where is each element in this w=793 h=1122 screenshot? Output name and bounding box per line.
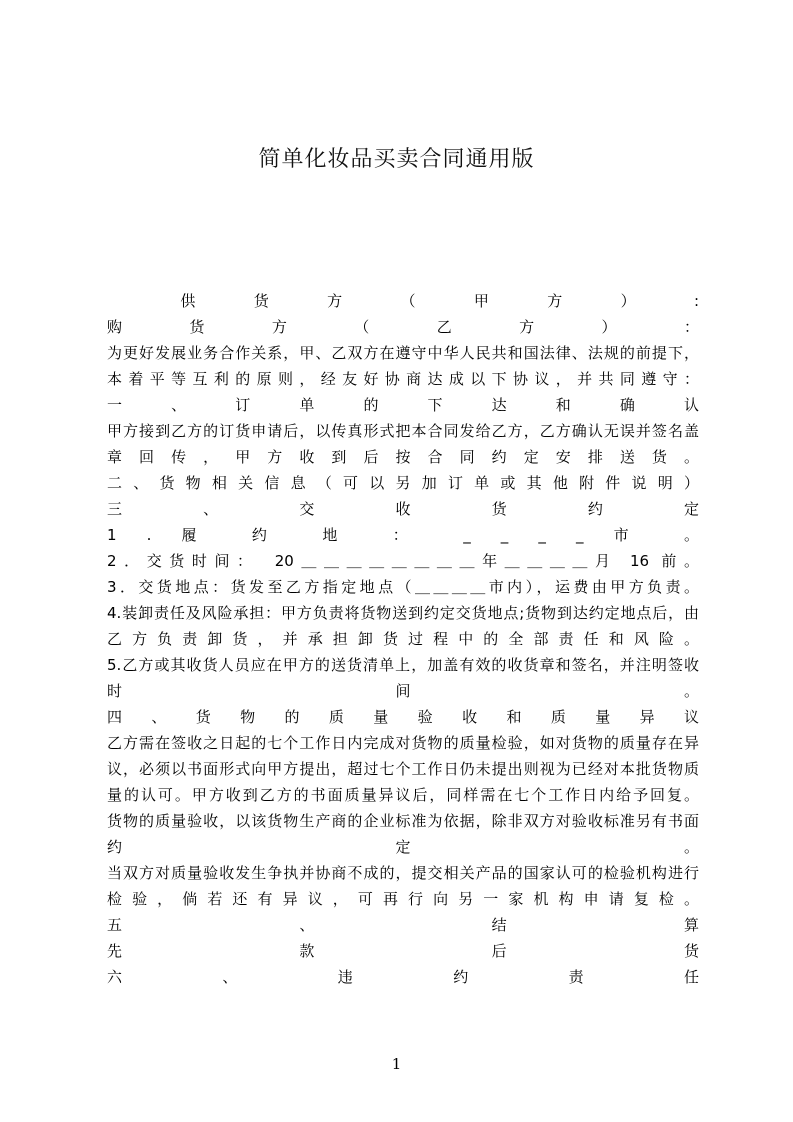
text-line: 约 定 。	[107, 838, 699, 856]
text-line: 乙方需在签收之日起的七个工作日内完成对货物的质量检验，如对货物的质量存在异	[107, 734, 699, 752]
text-line: 当双方对质量验收发生争执并协商不成的，提交相关产品的国家认可的检验机构进行	[107, 864, 699, 882]
page-number: 1	[391, 1055, 402, 1073]
text-line: 5.乙方或其收货人员应在甲方的送货清单上，加盖有效的收货章和签名，并注明签收	[107, 656, 699, 674]
text-line: 量的认可。甲方收到乙方的书面质量异议后，同样需在七个工作日内给予回复。	[107, 786, 699, 804]
section-heading: 四 、 货 物 的 质 量 验 收 和 质 量 异 议	[107, 708, 699, 726]
text-line: 2．交货时间： 20＿＿＿＿＿＿＿＿年＿＿＿＿月 16 前。	[107, 552, 699, 570]
text-line: 货物的质量验收，以该货物生产商的企业标准为依据，除非双方对验收标准另有书面	[107, 812, 699, 830]
text-line: 章回传，甲方收到后按合同约定安排送货。	[107, 448, 699, 466]
text-line: 本着平等互利的原则，经友好协商达成以下协议，并共同遵守：	[107, 370, 699, 388]
document-title: 简单化妆品买卖合同通用版	[258, 147, 535, 172]
text-line: 供 货 方 （ 甲 方 ） :	[107, 292, 699, 310]
section-heading: 一 、 订 单 的 下 达 和 确 认	[107, 396, 699, 414]
text-line: 议，必须以书面形式向甲方提出，超过七个工作日仍未提出则视为已经对本批货物质	[107, 760, 699, 778]
text-line: 1 . 履 约 地 ： _ _ _ _ 市 。	[107, 526, 699, 544]
section-heading: 五 、 结 算	[107, 916, 699, 934]
document-body	[107, 288, 699, 990]
text-line: 甲方接到乙方的订货申请后，以传真形式把本合同发给乙方，乙方确认无误并签名盖	[107, 422, 699, 440]
text-line: 乙方负责卸货，并承担卸货过程中的全部责任和风险。	[107, 630, 699, 648]
section-heading: 三 、 交 收 货 约 定	[107, 500, 699, 518]
text-line: 4.装卸责任及风险承担：甲方负责将货物送到约定交货地点;货物到达约定地点后，由	[107, 604, 699, 622]
section-heading: 二、货物相关信息（可以另加订单或其他附件说明）	[107, 474, 699, 492]
text-line: 检验，倘若还有异议，可再行向另一家机构申请复检。	[107, 890, 699, 908]
section-heading: 六 、 违 约 责 任	[107, 968, 699, 986]
text-line: 3．交货地点：货发至乙方指定地点（＿＿＿＿市内），运费由甲方负责。	[107, 578, 699, 596]
text-line: 购 货 方 （ 乙 方 ） ：	[107, 318, 699, 336]
text-line: 时 间 。	[107, 682, 699, 700]
text-line: 为更好发展业务合作关系，甲、乙双方在遵守中华人民共和国法律、法规的前提下，	[107, 344, 699, 362]
text-line: 先 款 后 货	[107, 942, 699, 960]
